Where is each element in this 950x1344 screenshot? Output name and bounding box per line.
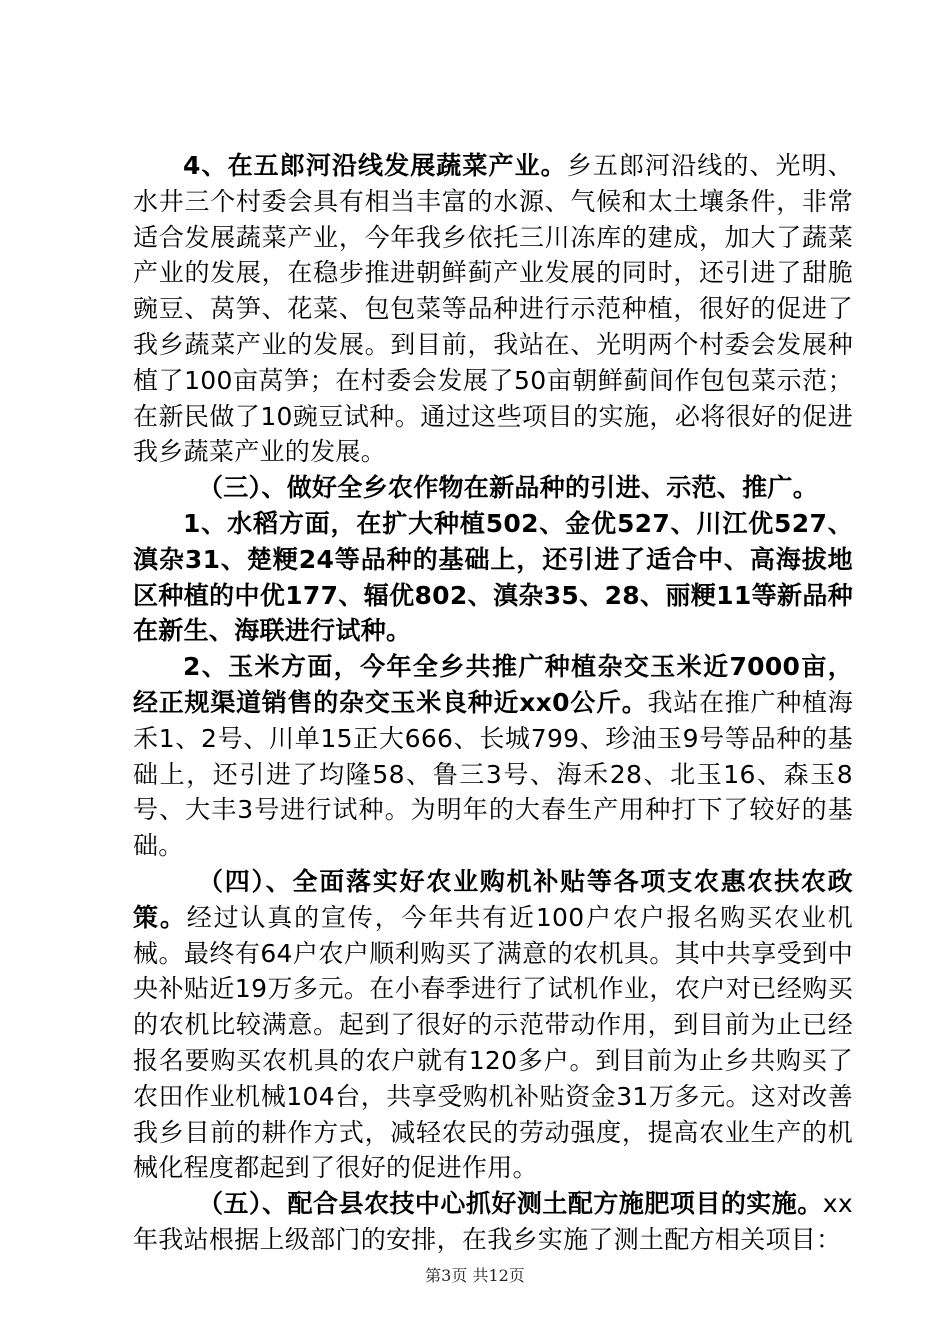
paragraph-vegetable-industry	[133, 148, 853, 470]
section-heading-new-varieties	[133, 470, 853, 506]
page-number-footer: 第3页 共12页	[425, 1266, 525, 1285]
section-heading: （四）、全面落实好农业购机补贴等各项支农惠农扶农政策。	[133, 866, 853, 932]
paragraph-heading: 2、玉米方面，今年全乡共推广种植杂交玉米近7000亩，经正规渠道销售的杂交玉米良种近xx0公斤。	[133, 652, 853, 717]
section-heading-subsidy	[133, 864, 853, 1186]
paragraph-rice	[133, 506, 853, 649]
section-heading: （五）、配合县农技中心抓好测土配方施肥项目的实施。	[198, 1189, 823, 1219]
paragraph-body: xx年我站根据上级部门的安排，在我乡实施了测土配方相关项目：	[133, 1189, 853, 1254]
paragraph-body: 我站在推广种植海禾1、2号、川单15正大666、长城799、珍油玉9号等品种的基础上，还引进了均隆58、鲁三3号、海禾28、北玉16、森玉8号、大丰3号进行试种。为明年的大春生产用种打下了较好的基础。	[133, 687, 854, 861]
section-heading: （三）、做好全乡农作物在新品种的引进、示范、推广。	[198, 473, 819, 503]
body-text	[133, 148, 853, 1258]
paragraph-body: 乡五郎河沿线的、光明、水井三个村委会具有相当丰富的水源、气候和太土壤条件，非常适合发展蔬菜产业，今年我乡依托三川冻库的建成，加大了蔬菜产业的发展，在稳步推进朝鲜蓟产业发展的同时，还引进了甜脆豌豆、莴笋、花菜、包包菜等品种进行示范种植，很好的促进了我乡蔬菜产业的发展。到目前，我站在、光明两个村委会发展种植了100亩莴笋；在村委会发展了50亩朝鲜蓟间作包包菜示范；在新民做了10豌豆试种。通过这些项目的实施，必将很好的促进我乡蔬菜产业的发展。	[133, 151, 853, 467]
paragraph-heading: 4、在五郎河沿线发展蔬菜产业。	[183, 151, 567, 180]
section-heading-soil-testing	[133, 1186, 853, 1258]
paragraph-body: 经过认真的宣传，今年共有近100户农户报名购买农业机械。最终有64户农户顺利购买了满意的农机具。其中共享受到中央补贴近19万多元。在小春季进行了试机作业，农户对已经购买的农机比较满意。起到了很好的示范带动作用，到目前为止已经报名要购买农机具的农户就有120多户。到目前为止乡共购买了农田作业机械104台，共享受购机补贴资金31万多元。这对改善我乡目前的耕作方式，减轻农民的劳动强度，提高农业生产的机械化程度都起到了很好的促进作用。	[133, 902, 853, 1183]
paragraph-corn	[133, 649, 853, 864]
paragraph-heading: 1、水稻方面，在扩大种植502、金优527、川江优527、滇杂31、楚粳24等品种的基础上，还引进了适合中、高海拔地区种植的中优177、辐优802、滇杂35、28、丽粳11等新品种在新生、海联进行试种。	[133, 508, 853, 646]
